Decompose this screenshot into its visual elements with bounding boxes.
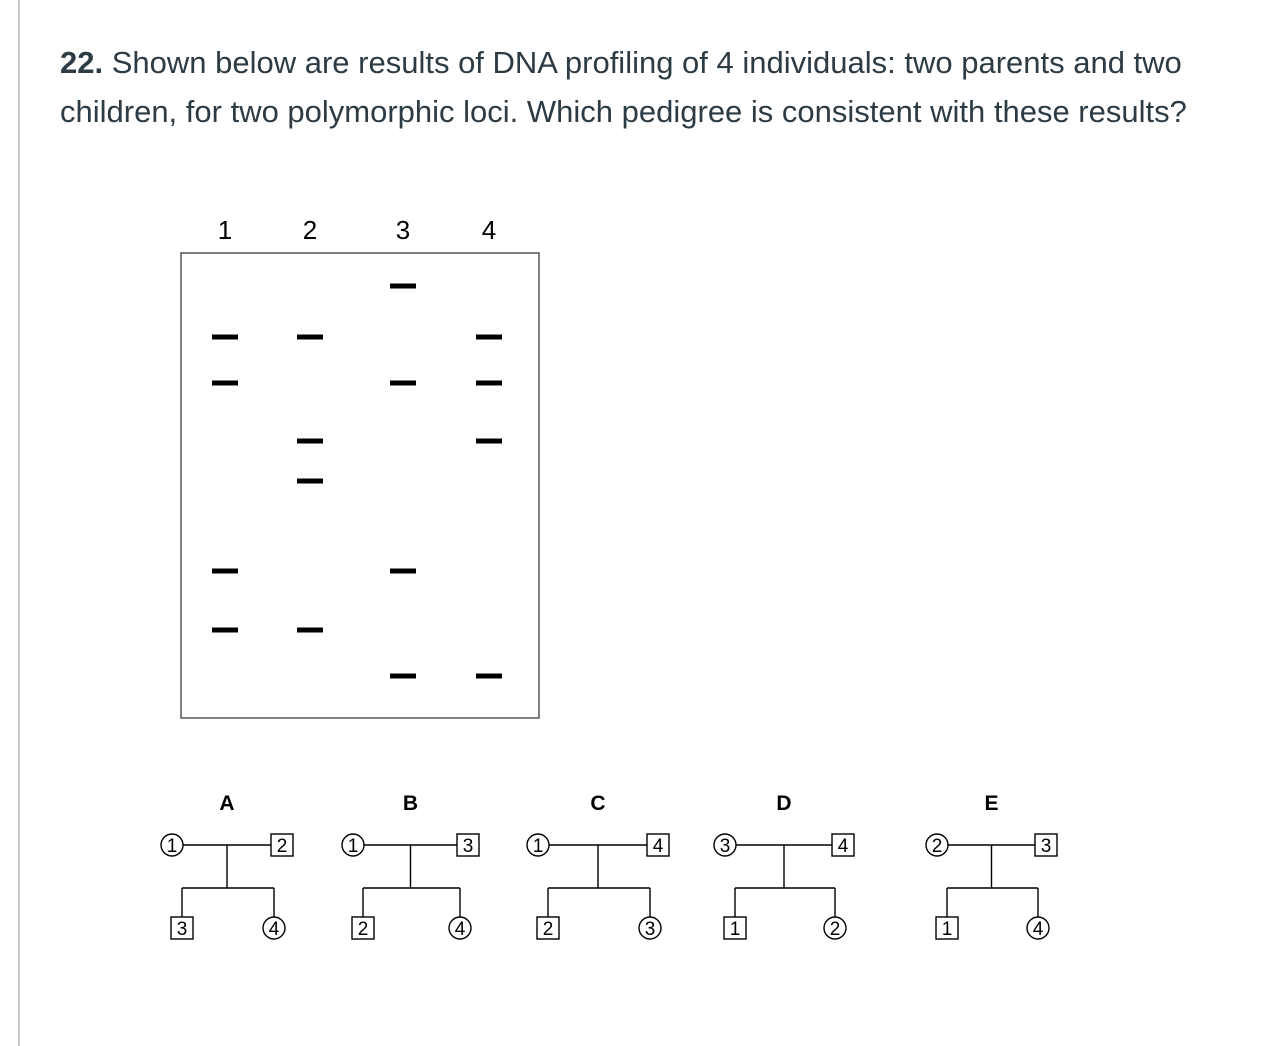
- pedigree-c: [527, 792, 669, 940]
- individual-number: 4: [652, 836, 664, 857]
- gel-band: [390, 284, 416, 289]
- pedigree-e: [926, 792, 1057, 940]
- pedigree-d: [714, 792, 854, 940]
- individual-number: 1: [166, 836, 178, 857]
- individual-number: 1: [532, 836, 544, 857]
- gel-band: [212, 335, 238, 340]
- lane-label-1: 1: [217, 215, 233, 245]
- gel-band: [297, 628, 323, 633]
- lane-label-2: 2: [302, 215, 318, 245]
- individual-number: 2: [276, 836, 288, 857]
- question-number: 22.: [60, 45, 104, 80]
- gel: [181, 215, 539, 718]
- pedigree-a: [161, 792, 293, 940]
- pedigree-label: A: [219, 792, 235, 815]
- individual-number: 4: [268, 919, 280, 940]
- pedigrees: [161, 792, 1057, 940]
- individual-number: 2: [542, 919, 554, 940]
- lane-label-4: 4: [481, 215, 497, 245]
- individual-number: 2: [357, 919, 369, 940]
- gel-band: [212, 381, 238, 386]
- gel-band: [297, 335, 323, 340]
- gel-band: [390, 674, 416, 679]
- gel-band: [476, 335, 502, 340]
- pedigree-label: B: [402, 792, 419, 815]
- pedigree-label: E: [984, 792, 999, 815]
- pedigree-label: C: [590, 792, 606, 815]
- gel-band: [476, 674, 502, 679]
- individual-number: 2: [931, 836, 943, 857]
- gel-band: [390, 381, 416, 386]
- gel-band: [297, 479, 323, 484]
- lane-label-3: 3: [395, 215, 411, 245]
- individual-number: 3: [644, 919, 656, 940]
- gel-band: [476, 439, 502, 444]
- question-body: Shown below are results of DNA profiling of 4 individuals: two parents and two children, for two polymorphic loci. Which pedigree is consistent with these results?: [60, 45, 1187, 129]
- gel-band: [390, 569, 416, 574]
- individual-number: 4: [454, 919, 466, 940]
- individual-number: 3: [176, 919, 188, 940]
- gel-band: [476, 381, 502, 386]
- gel-frame: [181, 253, 539, 718]
- individual-number: 3: [719, 836, 731, 857]
- gel-band: [212, 569, 238, 574]
- individual-number: 3: [462, 836, 474, 857]
- pedigree-label: D: [776, 792, 792, 815]
- individual-number: 4: [837, 836, 849, 857]
- pedigree-b: [342, 792, 479, 940]
- individual-number: 1: [729, 919, 741, 940]
- individual-number: 3: [1040, 836, 1052, 857]
- individual-number: 1: [347, 836, 359, 857]
- individual-number: 2: [829, 919, 841, 940]
- individual-number: 4: [1032, 919, 1044, 940]
- individual-number: 1: [941, 919, 953, 940]
- gel-band: [297, 439, 323, 444]
- gel-band: [212, 628, 238, 633]
